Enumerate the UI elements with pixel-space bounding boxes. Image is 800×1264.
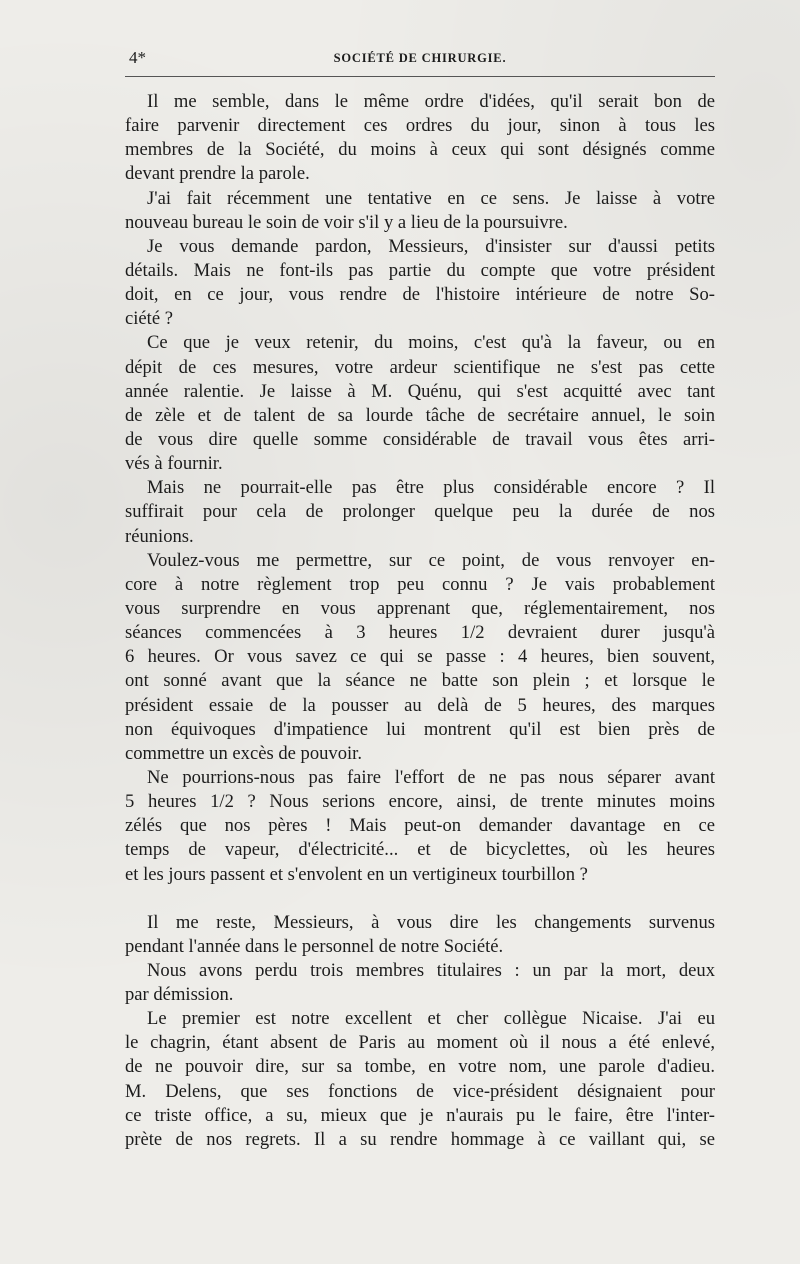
text-line: dépit de ces mesures, votre ardeur scientifique ne s'est pas cette bbox=[125, 356, 715, 378]
running-title: SOCIÉTÉ DE CHIRURGIE. bbox=[333, 51, 507, 65]
text-line: zélés que nos pères ! Mais peut-on demander davantage en ce bbox=[125, 815, 715, 837]
header-rule bbox=[125, 76, 715, 77]
text-line: vous surprendre en vous apprenant que, réglementairement, nos bbox=[125, 597, 715, 619]
text-line: détails. Mais ne font-ils pas partie du compte que votre président bbox=[125, 259, 715, 281]
text-line: Il me semble, dans le même ordre d'idées, qu'il serait bon de bbox=[147, 91, 715, 112]
text-line: Ce que je veux retenir, du moins, c'est qu'à la faveur, ou en bbox=[147, 332, 715, 354]
section-break bbox=[125, 887, 715, 911]
text-line: président essaie de la pousser au delà de 5 heures, des marques bbox=[125, 694, 715, 716]
text-section-2 bbox=[125, 911, 715, 1152]
text-line: année ralentie. Je laisse à M. Quénu, qui s'est acquitté avec tant bbox=[125, 380, 715, 402]
text-line: Voulez-vous me permettre, sur ce point, de vous renvoyer en- bbox=[147, 549, 715, 571]
text-line: par démission. bbox=[125, 984, 234, 1006]
text-line: vés à fournir. bbox=[125, 453, 223, 475]
page-number: 4* bbox=[129, 48, 146, 67]
text-line: Le premier est notre excellent et cher collègue Nicaise. J'ai eu bbox=[147, 1008, 715, 1030]
text-line: Ne pourrions-nous pas faire l'effort de ne pas nous séparer avant bbox=[147, 766, 715, 788]
text-line: doit, en ce jour, vous rendre de l'histoire intérieure de notre So- bbox=[125, 284, 715, 306]
text-line: commettre un excès de pouvoir. bbox=[125, 742, 362, 764]
text-line: nouveau bureau le soin de voir s'il y a lieu de la poursuivre. bbox=[125, 211, 568, 233]
text-line: devant prendre la parole. bbox=[125, 163, 310, 185]
text-line: le chagrin, étant absent de Paris au moment où il nous a été enlevé, bbox=[125, 1032, 715, 1054]
text-line: Mais ne pourrait-elle pas être plus considérable encore ? Il bbox=[147, 477, 715, 499]
text-line: J'ai fait récemment une tentative en ce sens. Je laisse à votre bbox=[147, 187, 715, 209]
text-line: de zèle et de talent de sa lourde tâche de secrétaire annuel, le soin bbox=[125, 404, 715, 426]
text-line: core à notre règlement trop peu connu ? Je vais probablement bbox=[125, 573, 715, 595]
text-line: faire parvenir directement ces ordres du jour, sinon à tous les bbox=[125, 115, 715, 137]
page-header bbox=[125, 44, 715, 68]
text-line: Je vous demande pardon, Messieurs, d'insister sur d'aussi petits bbox=[147, 235, 715, 257]
text-line: suffirait pour cela de prolonger quelque peu la durée de nos bbox=[125, 501, 715, 523]
body-text bbox=[125, 90, 715, 1152]
text-line: séances commencées à 3 heures 1/2 devraient durer jusqu'à bbox=[125, 622, 715, 644]
text-line: M. Delens, que ses fonctions de vice-président désignaient pour bbox=[125, 1080, 715, 1102]
text-line: Il me reste, Messieurs, à vous dire les changements survenus bbox=[147, 911, 715, 933]
text-line: prète de nos regrets. Il a su rendre hommage à ce vaillant qui, se bbox=[125, 1128, 715, 1150]
text-line: pendant l'année dans le personnel de notre Société. bbox=[125, 935, 504, 957]
text-line: 5 heures 1/2 ? Nous serions encore, ainsi, de trente minutes moins bbox=[125, 791, 715, 813]
text-line: de vous dire quelle somme considérable de travail vous êtes arri- bbox=[125, 428, 715, 450]
text-line: non équivoques d'impatience lui montrent qu'il est bien près de bbox=[125, 718, 715, 740]
text-line: ont sonné avant que la séance ne batte son plein ; et lorsque le bbox=[125, 670, 715, 692]
text-line: de ne pouvoir dire, sur sa tombe, en votre nom, une parole d'adieu. bbox=[125, 1056, 715, 1078]
text-line: temps de vapeur, d'électricité... et de bicyclettes, où les heures bbox=[125, 839, 715, 861]
text-line: 6 heures. Or vous savez ce qui se passe : 4 heures, bien souvent, bbox=[125, 646, 715, 668]
text-line: réunions. bbox=[125, 525, 194, 547]
text-line: et les jours passent et s'envolent en un vertigineux tourbillon ? bbox=[125, 863, 588, 885]
text-line: ce triste office, a su, mieux que je n'aurais pu le faire, être l'inter- bbox=[125, 1104, 715, 1126]
text-line: ciété ? bbox=[125, 308, 173, 330]
text-section-1 bbox=[125, 90, 715, 887]
text-line: Nous avons perdu trois membres titulaires : un par la mort, deux bbox=[147, 959, 715, 981]
text-line: membres de la Société, du moins à ceux qui sont désignés comme bbox=[125, 139, 715, 161]
